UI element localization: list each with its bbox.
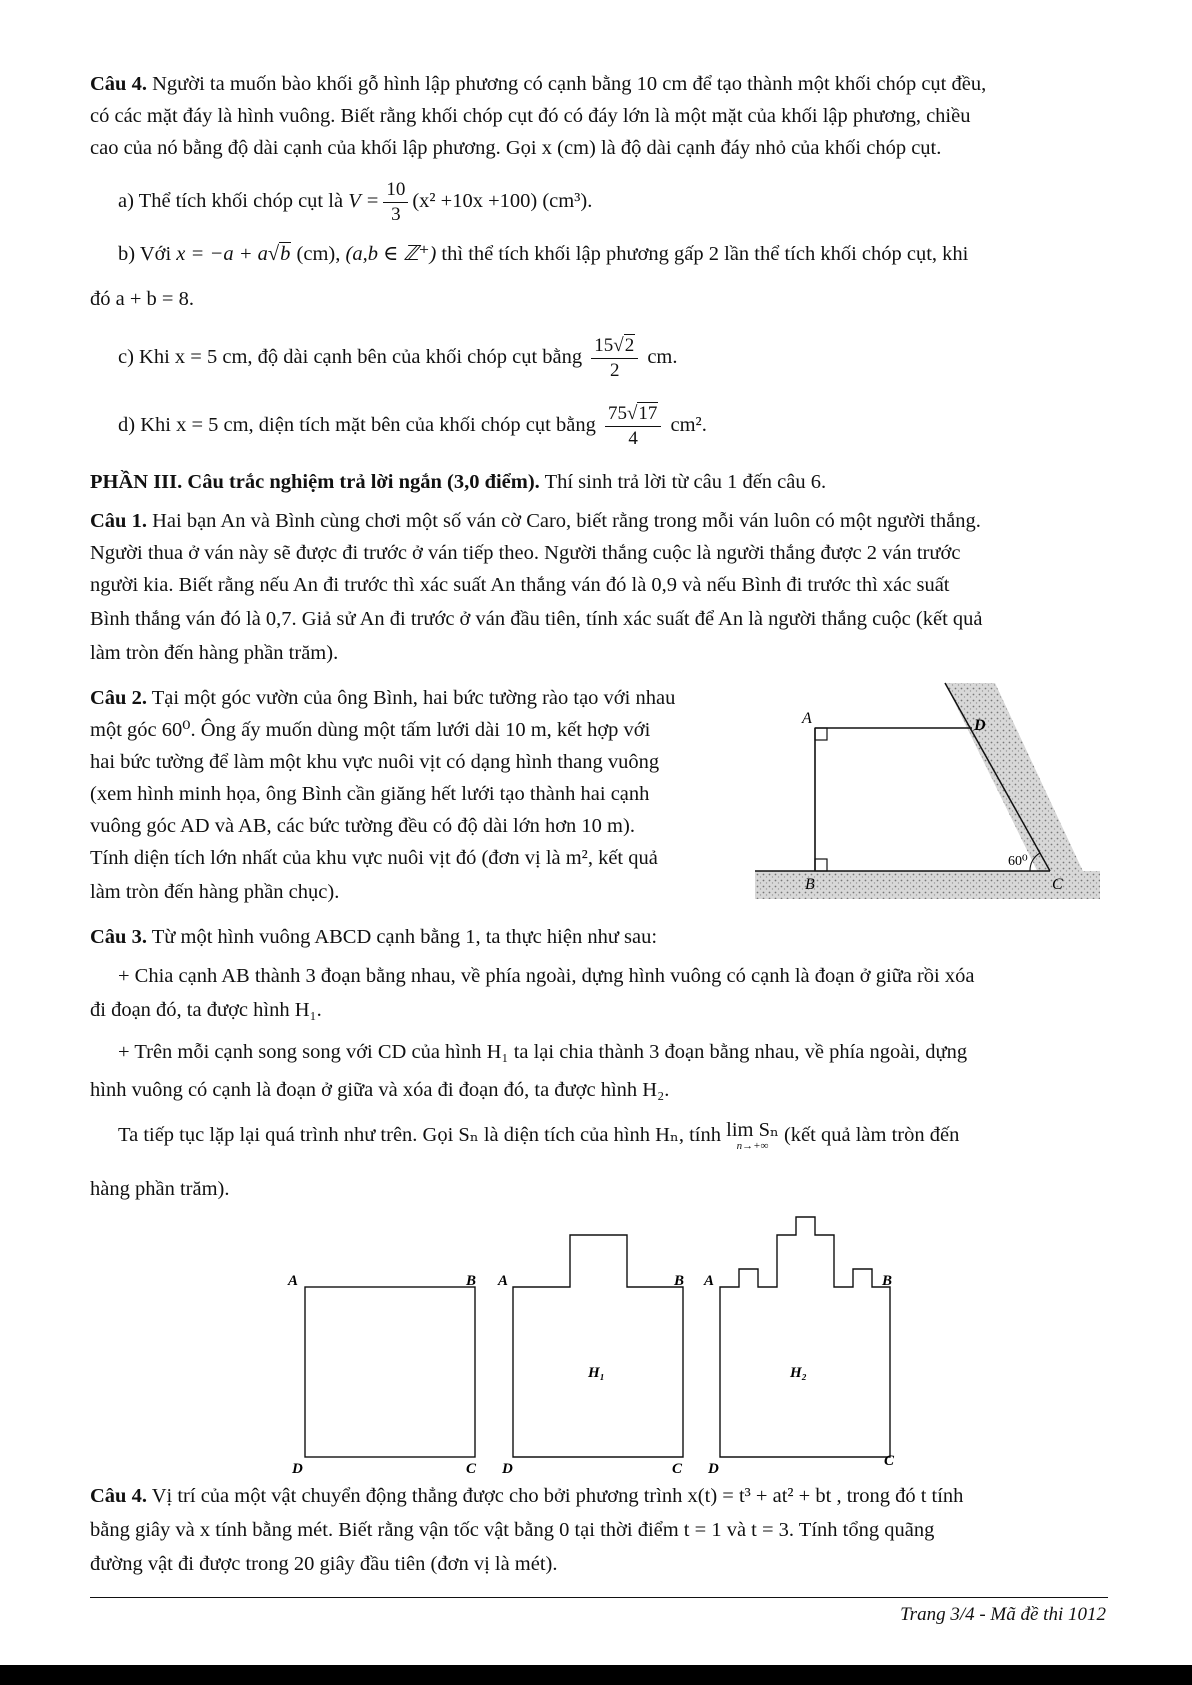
integer-set: (a,b ∈ ℤ⁺)	[345, 243, 437, 265]
option-c-text: c) Khi x = 5 cm, độ dài cạnh bên của khối chóp cụt bằng	[118, 346, 583, 369]
option-b-tail: thì thể tích khối lập phương gấp 2 lần thể tích khối chóp cụt, khi	[441, 243, 969, 265]
q4a-text1: Người ta muốn bào khối gỗ hình lập phương có cạnh bằng 10 cm để tạo thành một khối chóp cụt đều,	[152, 73, 987, 95]
q1-text1: Hai bạn An và Bình cùng chơi một số ván cờ Caro, biết rằng trong mỗi ván luôn có một người thắng.	[152, 510, 981, 532]
page-footer: Trang 3/4 - Mã đề thi 1012	[900, 1604, 1106, 1625]
svg-text:A: A	[498, 1273, 509, 1289]
lim-sub: n→+∞	[736, 1140, 769, 1152]
figure-h1	[497, 1235, 684, 1477]
q3-step1-line2: đi đoạn đó, ta được hình H₁.	[90, 999, 322, 1021]
q4a-option-d	[118, 402, 707, 451]
svg-text:B: B	[674, 1273, 685, 1289]
label-c: C	[1052, 876, 1063, 893]
svg-text:D: D	[292, 1461, 303, 1477]
q1-label: Câu 1.	[90, 510, 147, 532]
label-angle: 60⁰	[1008, 854, 1028, 869]
svg-text:B: B	[882, 1273, 893, 1289]
part3-instructions: Thí sinh trả lời từ câu 1 đến câu 6.	[544, 471, 827, 493]
right-angle-b	[815, 859, 827, 871]
option-d-text: d) Khi x = 5 cm, diện tích mặt bên của khối chóp cụt bằng	[118, 414, 596, 437]
x-expression: x = −a + a	[176, 243, 268, 265]
q4a-line2: có các mặt đáy là hình vuông. Biết rằng khối chóp cụt đó có đáy lớn là một mặt của khối lập phương, chiều	[90, 105, 971, 127]
option-a-text: a) Thể tích khối chóp cụt là	[118, 190, 344, 213]
c-coef: 15	[594, 335, 614, 356]
q3-label: Câu 3.	[90, 926, 147, 948]
q2-line4: (xem hình minh họa, ông Bình cần giăng hết lưới tạo thành hai cạnh	[90, 783, 650, 805]
fraction-75sqrt17-4: $\frac{75√17}{4}$	[605, 402, 661, 451]
q4a-option-b: b) Với x = −a + a√b (cm), (a,b ∈ ℤ⁺) thì thể tích khối lập phương gấp 2 lần thể tích khối chóp cụt, khi	[118, 243, 969, 265]
option-b-text: b) Với	[118, 243, 172, 265]
svg-text:D: D	[708, 1461, 719, 1477]
q1-line4: Bình thắng ván đó là 0,7. Giả sử An đi trước ở ván đầu tiên, tính xác suất để An là người thắng cuộc (kết quả	[90, 608, 983, 630]
footer-divider	[90, 1597, 1108, 1598]
svg-text:A: A	[288, 1273, 299, 1289]
q4-line1	[90, 1480, 1105, 1512]
q4a-line3: cao của nó bằng độ dài cạnh của khối lập phương. Gọi x (cm) là độ dài cạnh đáy nhỏ của khối chóp cụt.	[90, 137, 942, 159]
scan-bottom-edge	[0, 1665, 1192, 1685]
option-c-unit: cm.	[647, 346, 678, 369]
q2-line5: vuông góc AD và AB, các bức tường đều có độ dài lớn hơn 10 m).	[90, 815, 635, 837]
q4-label: Câu 4.	[90, 1485, 147, 1507]
svg-text:A: A	[704, 1273, 715, 1289]
q3-step1-line1: + Chia cạnh AB thành 3 đoạn bằng nhau, về phía ngoài, dựng hình vuông có cạnh là đoạn ở giữa rồi xóa	[118, 965, 975, 987]
figure-h2	[703, 1217, 895, 1477]
q3-cont-tail: (kết quả làm tròn đến	[783, 1124, 960, 1146]
svg-text:H₂: H₂	[790, 1365, 807, 1381]
volume-formula: (x² +10x +100) (cm³).	[412, 190, 593, 213]
part3-heading	[90, 466, 1105, 498]
unit-cm: (cm),	[296, 243, 341, 265]
q3-cont-text: Ta tiếp tục lặp lại quá trình như trên. Gọi Sₙ là diện tích của hình Hₙ, tính	[118, 1124, 721, 1146]
q4a-line1	[90, 68, 1105, 100]
part3-title: PHẦN III. Câu trắc nghiệm trả lời ngắn (3,0 điểm).	[90, 471, 540, 493]
q4a-option-a	[118, 178, 592, 227]
q2-line3: hai bức tường để làm một khu vực nuôi vịt có dạng hình thang vuông	[90, 751, 660, 773]
label-b: B	[805, 876, 815, 893]
q4-text1: Vị trí của một vật chuyển động thẳng được cho bởi phương trình x(t) = t³ + at² + bt , trong đó t tính	[151, 1485, 964, 1507]
q4a-option-c	[118, 334, 678, 383]
q1-line2: Người thua ở ván này sẽ được đi trước ở ván tiếp theo. Người thắng cuộc là người thắng được 2 ván trước	[90, 542, 961, 564]
c-den: 2	[609, 360, 620, 381]
q2-line7: làm tròn đến hàng phần chục).	[90, 881, 340, 903]
q3-line1	[90, 921, 657, 953]
volume-symbol: V =	[348, 190, 380, 213]
fraction-den: 3	[391, 204, 401, 225]
svg-text:C: C	[466, 1461, 477, 1477]
fraction-15sqrt2-2: $\frac{15√2}{2}$	[591, 334, 638, 383]
fraction-10-3	[383, 178, 408, 227]
q4-line2: bằng giây và x tính bằng mét. Biết rằng vận tốc vật bằng 0 tại thời điểm t = 1 và t = 3. Tính tổng quãng	[90, 1519, 935, 1541]
square-abcd	[287, 1273, 477, 1477]
label-d: D	[974, 717, 986, 734]
d-den: 4	[628, 428, 638, 449]
q4a-option-b-line2: đó a + b = 8.	[90, 288, 194, 310]
svg-text:D: D	[502, 1461, 513, 1477]
q2-line2: một góc 60⁰. Ông ấy muốn dùng một tấm lưới dài 10 m, kết hợp với	[90, 719, 651, 741]
right-angle-a	[815, 728, 827, 740]
option-d-unit: cm².	[670, 414, 707, 437]
c-rad: 2	[624, 335, 635, 356]
svg-text:C: C	[884, 1453, 895, 1469]
q2-line1	[90, 682, 675, 714]
q3-cont-line1	[118, 1119, 959, 1151]
garden-figure	[750, 675, 1105, 905]
q1-line5: làm tròn đến hàng phần trăm).	[90, 642, 339, 664]
q3-text1: Từ một hình vuông ABCD cạnh bằng 1, ta thực hiện như sau:	[151, 926, 658, 948]
q2-line6: Tính diện tích lớn nhất của khu vực nuôi vịt đó (đơn vị là m², kết quả	[90, 847, 658, 869]
q4-line3: đường vật đi được trong 20 giây đầu tiên (đơn vị là mét).	[90, 1553, 558, 1575]
lim-text: lim Sₙ	[726, 1119, 779, 1141]
fraction-num: 10	[383, 178, 408, 203]
d-rad: 17	[638, 403, 658, 424]
q3-step2-line2: hình vuông có cạnh là đoạn ở giữa và xóa đi đoạn đó, ta được hình H₂.	[90, 1079, 670, 1101]
q4a-label: Câu 4.	[90, 73, 147, 95]
q1-line3: người kia. Biết rằng nếu An đi trước thì xác suất An thắng ván đó là 0,9 và nếu Bình đi trước thì xác suất	[90, 574, 950, 596]
fractal-figures	[280, 1205, 910, 1485]
limit-expression	[726, 1119, 779, 1151]
q2-label: Câu 2.	[90, 687, 147, 709]
label-a: A	[802, 710, 812, 727]
d-coef: 75	[607, 403, 627, 424]
q3-cont-line2: hàng phần trăm).	[90, 1178, 230, 1200]
q2-text1: Tại một góc vườn của ông Bình, hai bức tường rào tạo với nhau	[151, 687, 676, 709]
q1-line1	[90, 505, 1105, 537]
q3-step2-line1: + Trên mỗi cạnh song song với CD của hình H₁ ta lại chia thành 3 đoạn bằng nhau, về phía ngoài, dựng	[118, 1041, 968, 1063]
svg-text:C: C	[672, 1461, 683, 1477]
svg-text:B: B	[466, 1273, 477, 1289]
sqrt-b: b	[280, 243, 291, 265]
svg-text:H₁: H₁	[588, 1365, 605, 1381]
